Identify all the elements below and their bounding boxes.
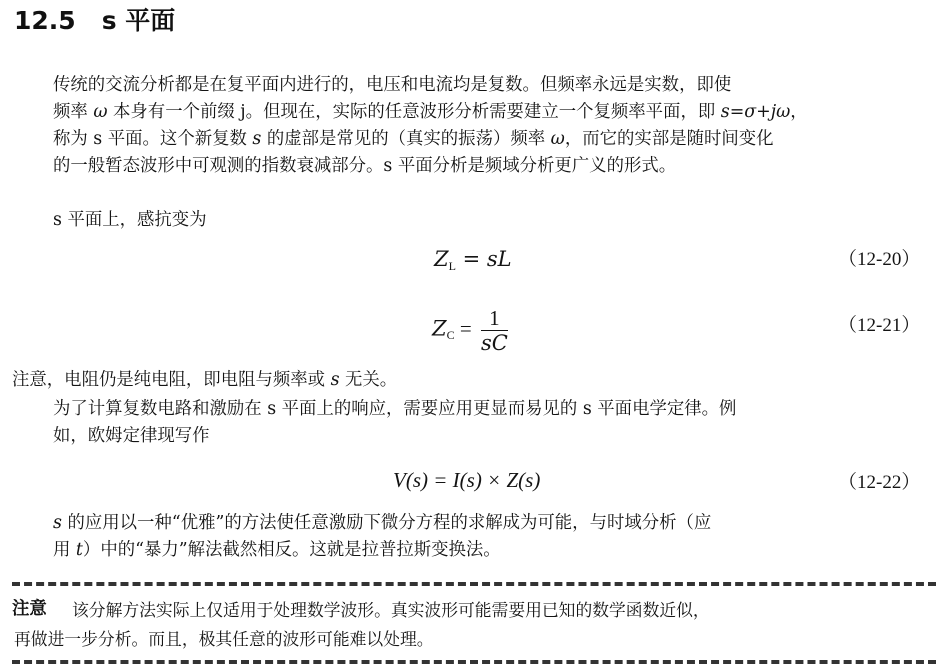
paragraph-line (12, 537, 936, 564)
eq-subscript: L (448, 259, 456, 273)
note-line: 该分解方法实际上仅适用于处理数学波形。真实波形可能需要用已知的数学函数近似， (72, 600, 710, 620)
paragraph-line: 的一般暂态波形中可观测的指数衰减部分。s 平面分析是频域分析更广义的形式。 (53, 156, 677, 176)
paragraph-line: 如，欧姆定律现写作 (53, 426, 210, 446)
eq-subscript: C (446, 328, 455, 343)
s-symbol: s (53, 513, 62, 533)
equation-capacitor-impedance (432, 306, 508, 355)
text-span: 无关。 (339, 370, 398, 390)
eq-equals: = (454, 316, 477, 341)
text-span: 注意，电阻仍是纯电阻，即电阻与频率或 (12, 370, 331, 390)
section-heading (14, 4, 175, 38)
section-number: 12.5 (14, 6, 76, 35)
eq-symbol: Z (434, 247, 449, 271)
equation-ohms-law: V(s) = I(s) × Z(s) (393, 468, 541, 492)
note-box (12, 582, 936, 664)
text-span: 的虚部是常见的（真实的振荡）频率 (261, 129, 551, 149)
fraction-numerator: 1 (481, 306, 508, 331)
note-line: 再做进一步分析。而且，极其任意的波形可能难以处理。 (14, 629, 434, 649)
fraction (481, 306, 508, 355)
note-label: 注意 (12, 599, 47, 619)
paragraph-laplace (12, 510, 936, 564)
paragraph-complex-plane (12, 72, 936, 180)
t-symbol: t (75, 540, 83, 560)
omega-symbol: ω (93, 102, 108, 122)
text-span: 用 (53, 540, 76, 560)
eq-rhs: = sL (455, 247, 512, 271)
complex-frequency-formula: s=σ+jω (720, 102, 791, 122)
paragraph-line (12, 510, 936, 537)
text-span: 本身有一个前缀 j。但现在，实际的任意波形分析需要建立一个复频率平面，即 (107, 102, 721, 122)
text-span: 频率 (53, 102, 94, 122)
s-symbol: s (252, 129, 262, 149)
fraction-denominator: sC (480, 331, 508, 355)
omega-symbol: ω (550, 129, 565, 149)
equation-number: （12-22） (838, 472, 921, 493)
text-span: ， (790, 102, 808, 122)
paragraph-line (12, 126, 936, 153)
text-span: 称为 s 平面。这个新复数 (53, 129, 253, 149)
paragraph-ohms-law (12, 396, 936, 450)
paragraph-line: 为了计算复数电路和激励在 s 平面上的响应，需要应用更显而易见的 s 平面电学定律。例 (53, 399, 737, 419)
paragraph-reactance: s 平面上，感抗变为 (53, 210, 207, 230)
section-title: s 平面 (101, 6, 176, 35)
paragraph-resistance-note (12, 367, 936, 394)
text-span: ）中的“暴力”解法截然相反。这就是拉普拉斯变换法。 (82, 540, 501, 560)
paragraph-line: 传统的交流分析都是在复平面内进行的，电压和电流均是复数。但频率永远是实数，即使 (53, 75, 732, 95)
equation-number: （12-21） (838, 315, 921, 336)
equation-number: （12-20） (838, 249, 921, 270)
text-span: ，而它的实部是随时间变化 (564, 129, 774, 149)
eq-symbol: Z (432, 316, 447, 341)
equation-inductor-impedance (434, 246, 512, 275)
text-span: 的应用以一种“优雅”的方法使任意激励下微分方程的求解成为可能，与时域分析（应 (61, 513, 712, 533)
s-symbol: s (330, 370, 340, 390)
paragraph-line (12, 99, 936, 126)
